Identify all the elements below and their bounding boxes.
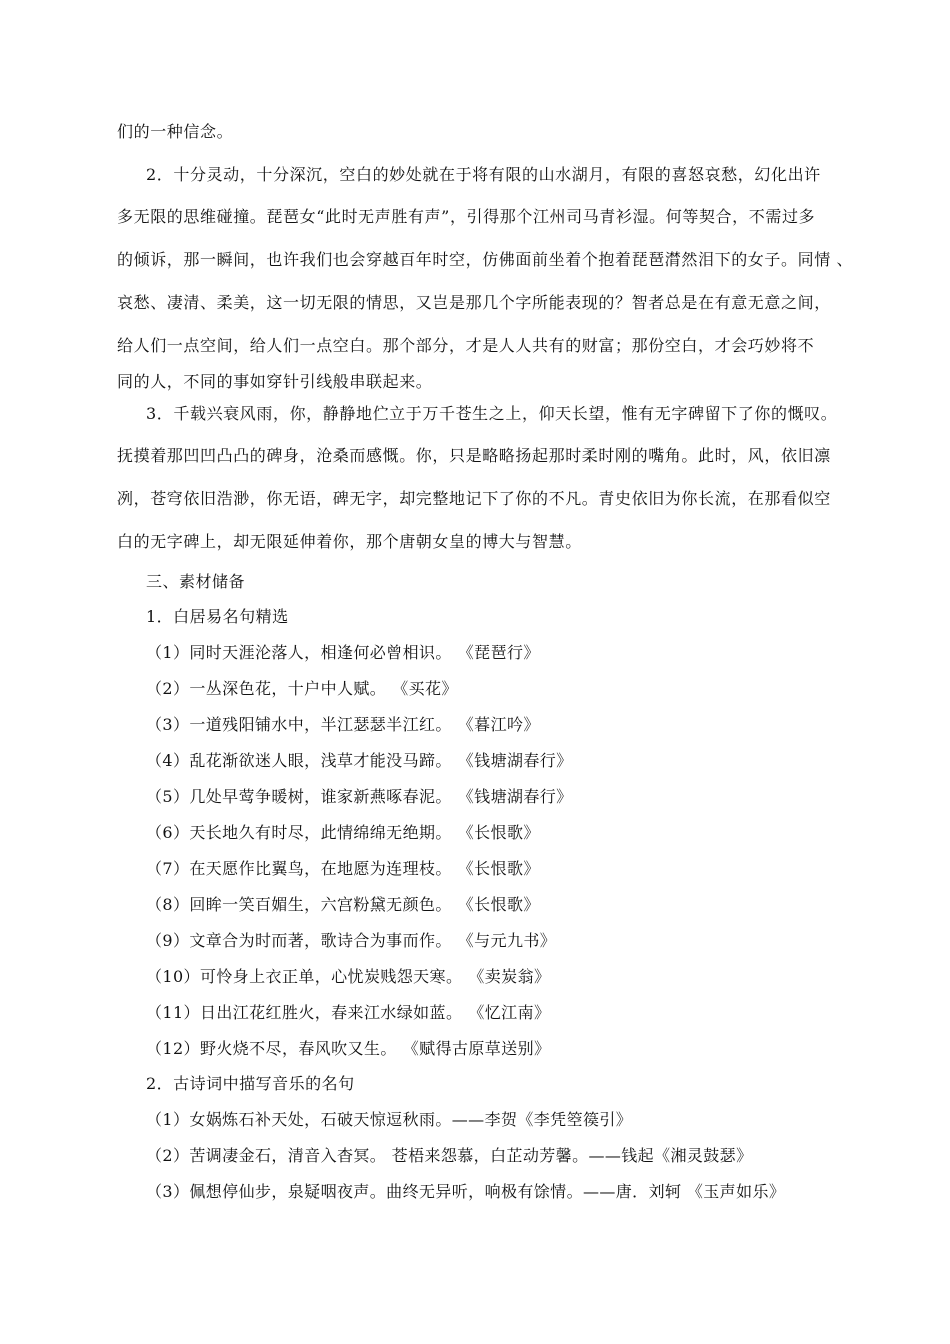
quote-text: （5）几处早莺争暖树，谁家新燕啄春泥。 bbox=[146, 787, 452, 806]
quote-source: 《琵琶行》 bbox=[465, 643, 540, 662]
text-line: 2．十分灵动，十分深沉，空白的妙处就在于将有限的山水湖月，有限的喜怒哀愁，幻化出许 bbox=[146, 165, 821, 184]
text-line: 白的无字碑上，却无限延伸着你，那个唐朝女皇的博大与智慧。 bbox=[117, 532, 582, 551]
quote-source: 《长恨歌》 bbox=[465, 859, 540, 878]
text-line: 的倾诉，那一瞬间，也许我们也会穿越百年时空，仿佛面前坐着个抱着琵琶潸然泪下的女子。同情 、 bbox=[117, 250, 854, 269]
quote-source: 《买花》 bbox=[400, 679, 458, 698]
quote-text: （11）日出江花红胜火，春来江水绿如蓝。 bbox=[146, 1003, 463, 1022]
quote-line bbox=[146, 676, 458, 699]
music-quote-line: （1）女娲炼石补天处，石破天惊逗秋雨。——李贺《李凭箜篌引》 bbox=[146, 1110, 633, 1129]
text-line: 哀愁、凄清、柔美，这一切无限的情思，又岂是那几个字所能表现的？智者总是在有意无意之间， bbox=[117, 293, 831, 312]
quote-line bbox=[146, 784, 573, 807]
quote-text: （3）一道残阳铺水中，半江瑟瑟半江红。 bbox=[146, 715, 452, 734]
quote-source: 《长恨歌》 bbox=[465, 895, 540, 914]
text-line: 冽，苍穹依旧浩渺，你无语，碑无字，却完整地记下了你的不凡。青史依旧为你长流，在那看似空 bbox=[117, 489, 831, 508]
subsection-title: 2．古诗词中描写音乐的名句 bbox=[146, 1074, 355, 1093]
quote-text: （8）回眸一笑百媚生，六宫粉黛无颜色。 bbox=[146, 895, 452, 914]
quote-text: （1）同时天涯沦落人，相逢何必曾相识。 bbox=[146, 643, 452, 662]
quote-source: 《赋得古原草送别》 bbox=[410, 1039, 551, 1058]
text-line: 多无限的思维碰撞。琵琶女“此时无声胜有声”，引得那个江州司马青衫湿。何等契合，不需过多 bbox=[117, 207, 816, 226]
quote-text: （4）乱花渐欲迷人眼，浅草才能没马蹄。 bbox=[146, 751, 452, 770]
quote-source: 《长恨歌》 bbox=[465, 823, 540, 842]
quote-source: 《卖炭翁》 bbox=[476, 967, 551, 986]
section-title: 三、素材储备 bbox=[146, 572, 246, 591]
quote-source: 《与元九书》 bbox=[465, 931, 557, 950]
quote-source: 《钱塘湖春行》 bbox=[465, 787, 573, 806]
quote-line bbox=[146, 856, 540, 879]
quote-source: 《钱塘湖春行》 bbox=[465, 751, 573, 770]
quote-line bbox=[146, 964, 550, 987]
quote-line bbox=[146, 640, 540, 663]
music-quote-line: （2）苦调凄金石，清音入杳冥。 苍梧来怨慕，白芷动芳馨。——钱起《湘灵鼓瑟》 bbox=[146, 1146, 753, 1165]
quote-text: （10）可怜身上衣正单，心忧炭贱怨天寒。 bbox=[146, 967, 463, 986]
text-line: 3．千载兴衰风雨，你，静静地伫立于万千苍生之上，仰天长望，惟有无字碑留下了你的慨叹。 bbox=[146, 404, 838, 423]
text-line: 抚摸着那凹凹凸凸的碑身，沧桑而感慨。你，只是略略扬起那时柔时刚的嘴角。此时，风，依旧凛 bbox=[117, 446, 831, 465]
text-line: 们的一种信念。 bbox=[117, 122, 234, 141]
quote-source: 《暮江吟》 bbox=[465, 715, 540, 734]
text-line: 同的人，不同的事如穿针引线般串联起来。 bbox=[117, 372, 433, 391]
quote-line bbox=[146, 1000, 550, 1023]
quote-text: （9）文章合为时而著，歌诗合为事而作。 bbox=[146, 931, 452, 950]
quote-text: （2）一丛深色花，十户中人赋。 bbox=[146, 679, 387, 698]
quote-text: （6）天长地久有时尽，此情绵绵无绝期。 bbox=[146, 823, 452, 842]
subsection-title: 1．白居易名句精选 bbox=[146, 607, 289, 626]
quote-line bbox=[146, 1036, 550, 1059]
quote-line bbox=[146, 928, 556, 951]
quote-line bbox=[146, 820, 540, 843]
music-quote-line: （3）佩想停仙步，泉疑咽夜声。曲终无异听，响极有馀情。——唐．刘轲 《玉声如乐》 bbox=[146, 1182, 786, 1201]
quote-text: （12）野火烧不尽，春风吹又生。 bbox=[146, 1039, 397, 1058]
quote-line bbox=[146, 892, 540, 915]
quote-line bbox=[146, 748, 573, 771]
text-line: 给人们一点空间，给人们一点空白。那个部分，才是人人共有的财富；那份空白，才会巧妙将不 bbox=[117, 336, 815, 355]
quote-line bbox=[146, 712, 540, 735]
quote-text: （7）在天愿作比翼鸟，在地愿为连理枝。 bbox=[146, 859, 452, 878]
quote-source: 《忆江南》 bbox=[476, 1003, 551, 1022]
